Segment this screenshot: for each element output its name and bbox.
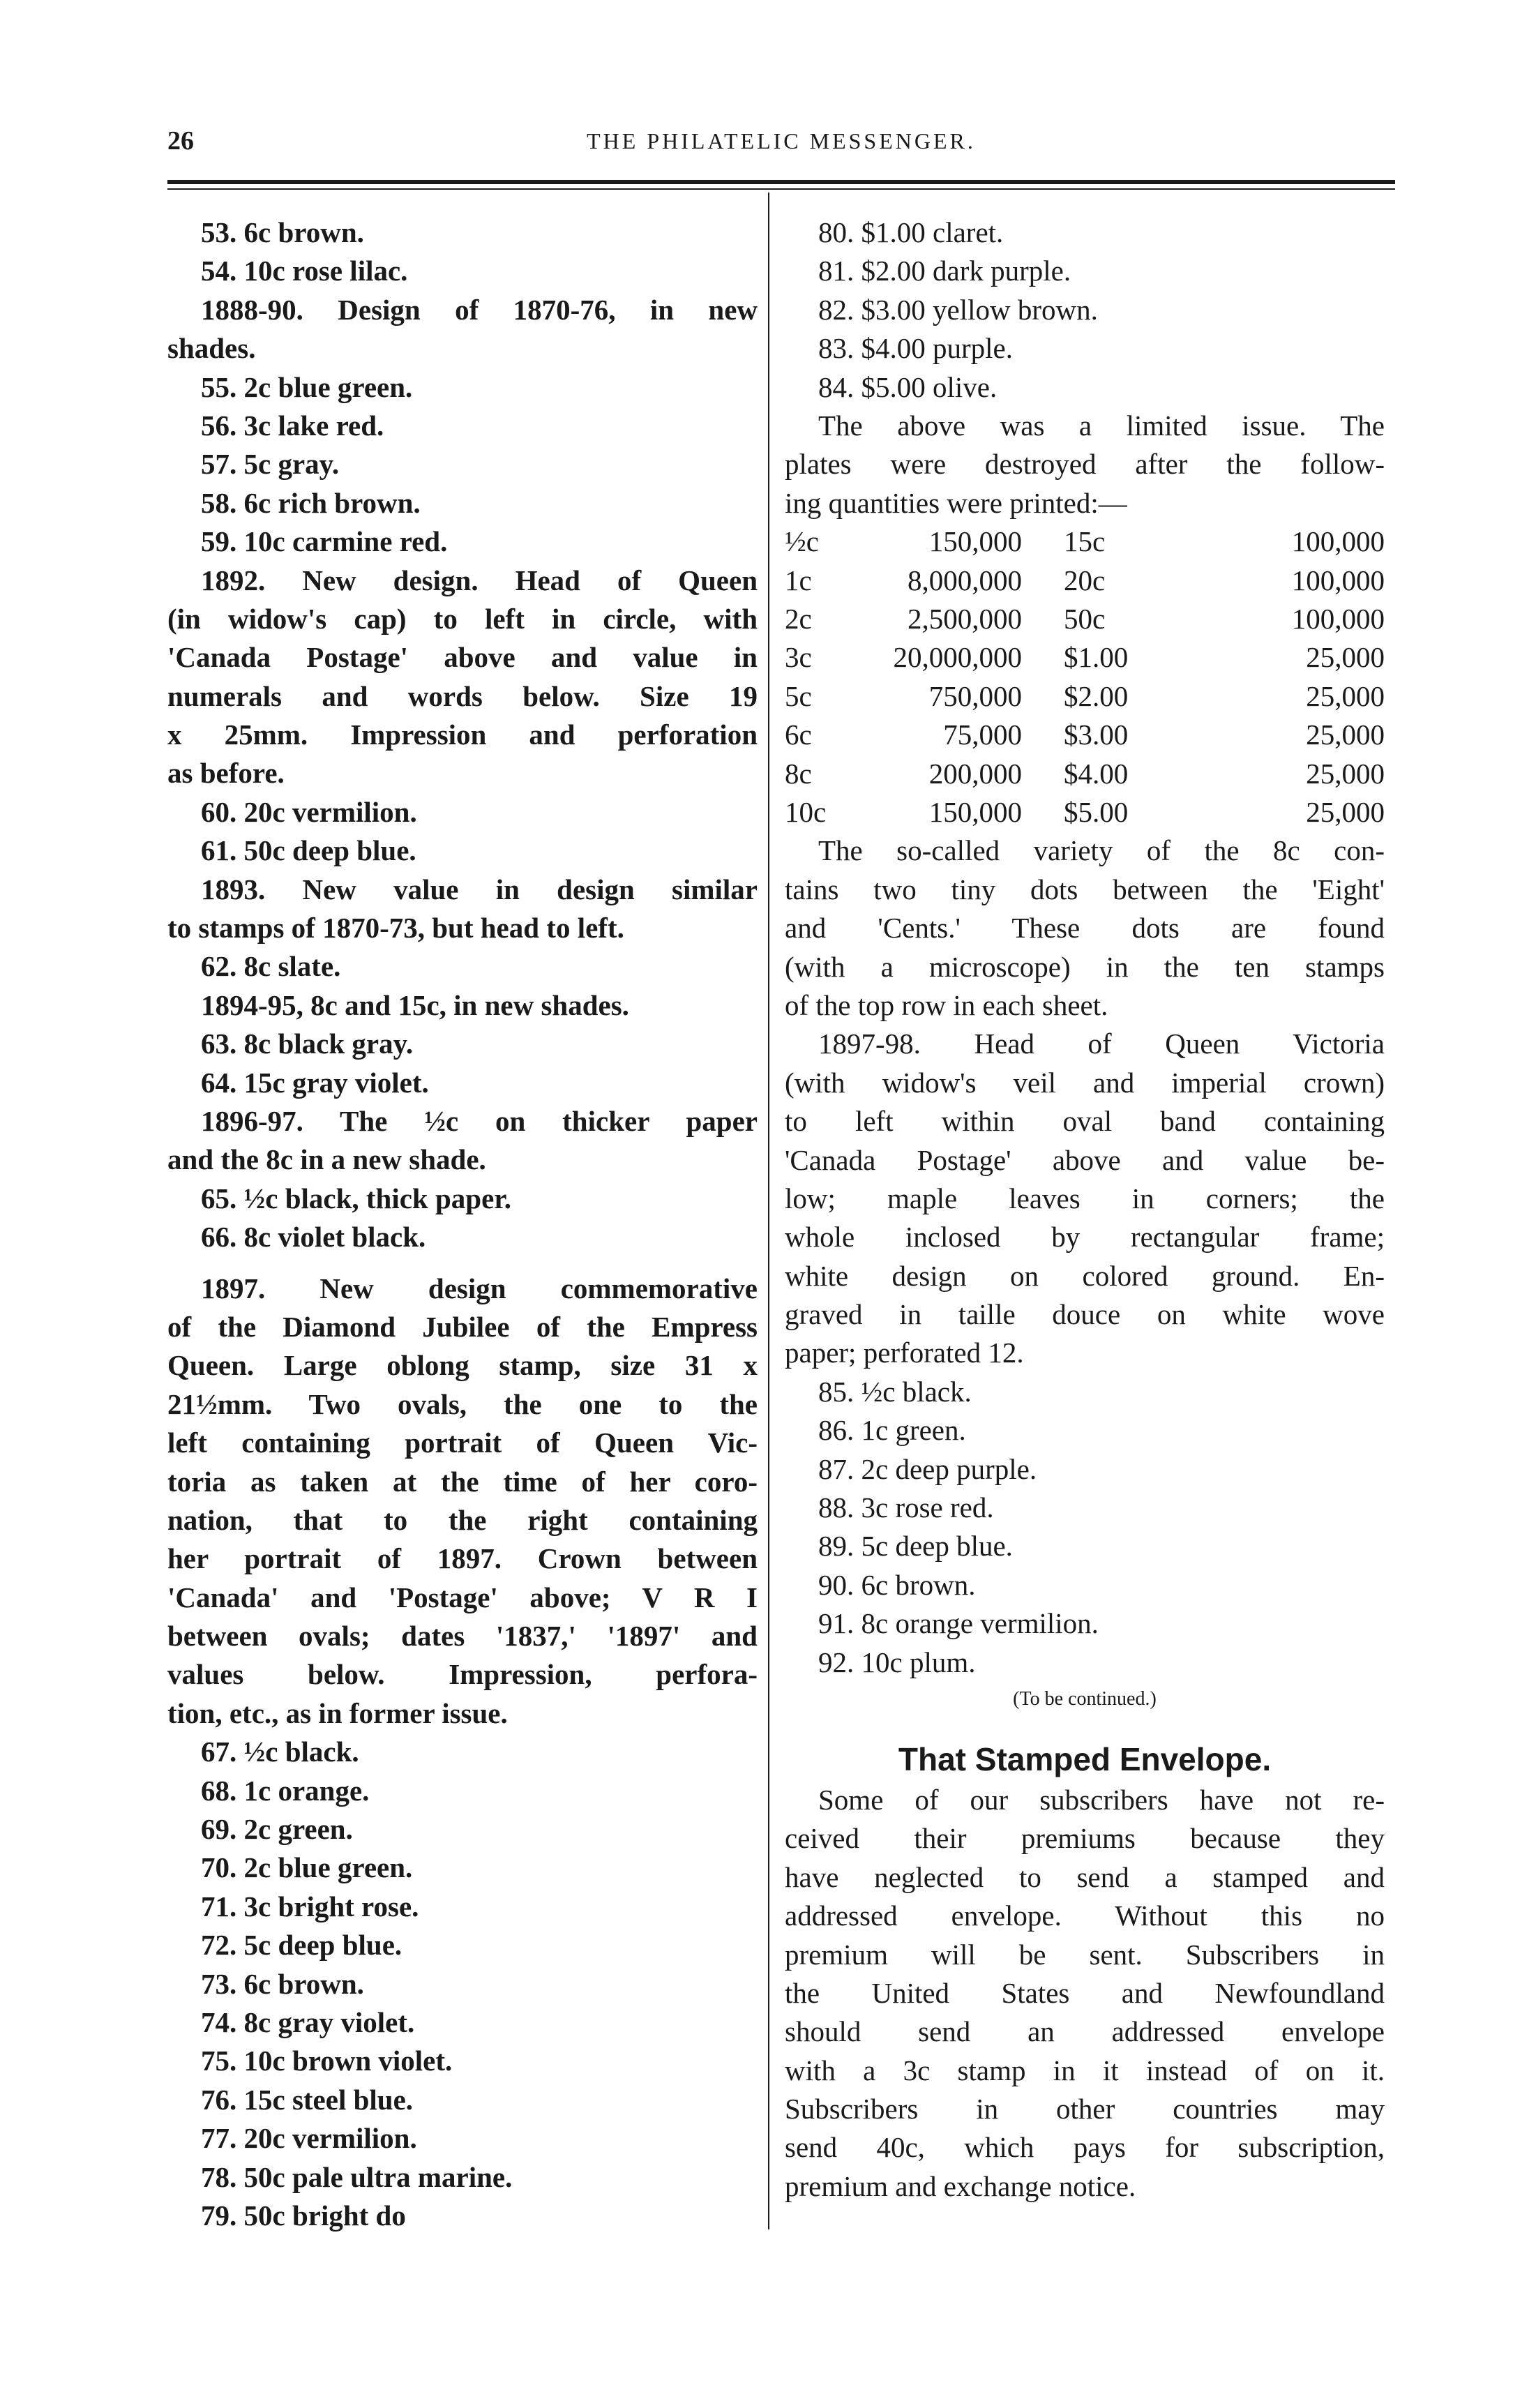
list-item: 92. 10c plum. [818,1646,976,1678]
stamp-list [167,793,758,871]
table-row [785,562,1385,600]
text-line: low; maple leaves in corners; the [785,1182,1385,1214]
table-cell: 25,000 [1306,757,1385,790]
text-line: Some of our subscribers have not re- [818,1783,1385,1816]
running-title: THE PHILATELIC MESSENGER. [587,128,976,153]
text-line: to stamps of 1870-73, but head to left. [167,912,624,945]
text-line: 1894-95, 8c and 15c, in new shades. [201,988,629,1021]
list-item: 60. 20c vermilion. [201,795,417,828]
table-cell: 75,000 [943,718,1022,751]
text-line: toria as taken at the time of her coro- [167,1465,758,1498]
text-line: 'Canada Postage' above and value be- [785,1143,1385,1176]
text-line: should send an addressed envelope [785,2015,1385,2048]
table-cell: 20,000,000 [893,641,1022,674]
text-line: paper; perforated 12. [785,1337,1024,1369]
table-row [785,677,1385,716]
text-line: premium and exchange notice. [785,2169,1136,2202]
text-line: 'Canada' and 'Postage' above; V R I [167,1581,758,1613]
table-cell: 25,000 [1306,679,1385,712]
list-item: 65. ½c black, thick paper. [201,1182,511,1214]
issue-paragraph [167,562,758,793]
issue-paragraph [167,1270,758,1733]
envelope-paragraph [785,1781,1385,2206]
stamp-list [167,1733,758,2235]
list-item: 54. 10c rose lilac. [201,255,408,287]
list-item: 58. 6c rich brown. [201,486,421,519]
text-line: of the Diamond Jubilee of the Empress [167,1310,758,1343]
left-column [167,213,758,2235]
text-line: tains two tiny dots between the 'Eight' [785,873,1385,905]
table-cell: 200,000 [928,757,1022,790]
table-row [785,716,1385,754]
text-line: 1897-98. Head of Queen Victoria [818,1028,1385,1060]
text-line: Subscribers in other countries may [785,2093,1385,2125]
stamp-list [167,368,758,562]
list-item: 66. 8c violet black. [201,1221,426,1254]
table-cell: 2c [785,602,812,635]
list-item: 67. ½c black. [201,1736,359,1768]
text-line: addressed envelope. Without this no [785,1899,1385,1932]
text-line: her portrait of 1897. Crown between [167,1542,758,1575]
table-cell: 25,000 [1306,718,1385,751]
issue-paragraph [167,986,758,1025]
list-item: 71. 3c bright rose. [201,1890,419,1922]
list-item: 64. 15c gray violet. [201,1066,429,1099]
list-item: 89. 5c deep blue. [818,1530,1013,1563]
text-line: Queen. Large oblong stamp, size 31 x [167,1349,758,1382]
list-item: 81. $2.00 dark purple. [818,255,1071,287]
text-line: 'Canada Postage' above and value in [167,641,758,674]
table-cell: 2,500,000 [908,602,1022,635]
stamp-list [167,947,758,986]
list-item: 69. 2c green. [201,1813,353,1846]
text-line: and 'Cents.' These dots are found [785,912,1385,945]
list-item: 78. 50c pale ultra marine. [201,2160,513,2193]
text-line: 1888-90. Design of 1870-76, in new [201,293,758,326]
list-item: 75. 10c brown violet. [201,2045,453,2077]
list-item: 84. $5.00 olive. [818,370,998,403]
text-line: plates were destroyed after the follow- [785,448,1385,481]
list-item: 85. ½c black. [818,1375,972,1408]
table-cell: 5c [785,679,812,712]
list-item: 55. 2c blue green. [201,370,413,403]
header-rule-thin [167,188,1395,190]
stamp-list [785,213,1385,407]
text-line: tion, etc., as in former issue. [167,1696,508,1729]
table-cell: 25,000 [1306,795,1385,828]
text-line: as before. [167,757,285,790]
spacer [785,1717,1385,1738]
text-line: 1892. New design. Head of Queen [201,564,758,596]
table-cell: 100,000 [1291,602,1385,635]
table-cell: $5.00 [1064,795,1129,828]
text-line: ceived their premiums because they [785,1822,1385,1855]
text-line: white design on colored ground. En- [785,1259,1385,1292]
text-line: of the top row in each sheet. [785,988,1108,1021]
list-item: 74. 8c gray violet. [201,2006,415,2038]
list-item: 79. 50c bright do [201,2199,406,2232]
quantities-table [785,522,1385,831]
text-line: numerals and words below. Size 19 [167,679,758,712]
list-item: 86. 1c green. [818,1414,966,1447]
stamp-list [167,1180,758,1257]
issue-paragraph [167,291,758,368]
text-line: nation, that to the right containing [167,1503,758,1536]
table-cell: $1.00 [1064,641,1129,674]
column-divider [768,193,769,2229]
text-line: between ovals; dates '1837,' '1897' and [167,1620,758,1653]
issue-paragraph [167,1102,758,1180]
text-line: 21½mm. Two ovals, the one to the [167,1387,758,1420]
table-cell: 150,000 [928,525,1022,558]
text-line: ing quantities were printed:— [785,486,1127,519]
text-line: (in widow's cap) to left in circle, with [167,602,758,635]
text-line: send 40c, which pays for subscription, [785,2131,1385,2164]
list-item: 80. $1.00 claret. [818,216,1004,248]
table-cell: $2.00 [1064,679,1129,712]
table-cell: 6c [785,718,812,751]
list-item: 88. 3c rose red. [818,1491,994,1524]
text-line: have neglected to send a stamped and [785,1860,1385,1893]
table-cell: 1c [785,564,812,596]
text-line: The so-called variety of the 8c con- [818,834,1385,867]
text-line: (with widow's veil and imperial crown) [785,1066,1385,1099]
continued-note: (To be continued.) [1013,1687,1157,1710]
header-rule-thick [167,180,1395,184]
table-cell: 15c [1064,525,1106,558]
text-line: x 25mm. Impression and perforation [167,718,758,751]
table-cell: 750,000 [928,679,1022,712]
table-cell: 20c [1064,564,1106,596]
table-cell: 25,000 [1306,641,1385,674]
text-line: left containing portrait of Queen Vic- [167,1427,758,1459]
spacer [167,1257,758,1270]
list-item: 90. 6c brown. [818,1568,976,1601]
table-cell: 10c [785,795,827,828]
table-cell: 100,000 [1291,525,1385,558]
text-line: shades. [167,332,256,365]
table-cell: 8c [785,757,812,790]
table-cell: $4.00 [1064,757,1129,790]
list-item: 63. 8c black gray. [201,1028,414,1060]
text-line: values below. Impression, perfora- [167,1658,758,1691]
list-item: 87. 2c deep purple. [818,1452,1037,1485]
text-line: to left within oval band containing [785,1105,1385,1138]
text-line: 1893. New value in design similar [201,873,758,905]
stamp-list [167,213,758,291]
table-row [785,755,1385,793]
table-row [785,522,1385,561]
table-cell: 150,000 [928,795,1022,828]
stamp-list [167,1025,758,1102]
table-row [785,638,1385,677]
list-item: 53. 6c brown. [201,216,364,248]
list-item: 77. 20c vermilion. [201,2122,417,2155]
list-item: 68. 1c orange. [201,1774,370,1807]
table-row [785,600,1385,638]
text-line: and the 8c in a new shade. [167,1143,486,1176]
list-item: 62. 8c slate. [201,950,341,983]
list-item: 76. 15c steel blue. [201,2083,414,2116]
list-item: 61. 50c deep blue. [201,834,416,867]
issue-paragraph [785,1025,1385,1373]
text-line: the United States and Newfoundland [785,1976,1385,2009]
text-line: graved in taille douce on white wove [785,1298,1385,1331]
text-line: 1897. New design commemorative [201,1272,758,1304]
list-item: 56. 3c lake red. [201,409,384,442]
table-cell: $3.00 [1064,718,1129,751]
text-line: whole inclosed by rectangular frame; [785,1221,1385,1254]
stamp-list [785,1373,1385,1682]
quantities-table-body [785,522,1385,831]
list-item: 82. $3.00 yellow brown. [818,293,1098,326]
list-item: 72. 5c deep blue. [201,1929,402,1962]
table-cell: 50c [1064,602,1106,635]
table-cell: 3c [785,641,812,674]
page-number: 26 [167,126,194,156]
text-line: with a 3c stamp in it instead of on it. [785,2054,1385,2086]
list-item: 73. 6c brown. [201,1967,364,2000]
list-item: 83. $4.00 purple. [818,332,1013,365]
issue-paragraph [167,871,758,948]
table-row [785,793,1385,831]
text-line: (with a microscope) in the ten stamps [785,950,1385,983]
list-item: 57. 5c gray. [201,448,340,481]
table-cell: 100,000 [1291,564,1385,596]
table-cell: ½c [785,525,819,558]
text-line: 1896-97. The ½c on thicker paper [201,1104,758,1137]
list-item: 91. 8c orange vermilion. [818,1607,1099,1640]
table-cell: 8,000,000 [908,564,1022,596]
variety-paragraph [785,831,1385,1025]
list-item: 59. 10c carmine red. [201,525,448,558]
page-header [167,126,1395,174]
limited-issue-paragraph [785,407,1385,522]
envelope-heading: That Stamped Envelope. [898,1740,1272,1777]
text-line: premium will be sent. Subscribers in [785,1938,1385,1971]
text-line: The above was a limited issue. The [818,409,1385,442]
right-column [785,213,1385,2206]
list-item: 70. 2c blue green. [201,1851,413,1884]
